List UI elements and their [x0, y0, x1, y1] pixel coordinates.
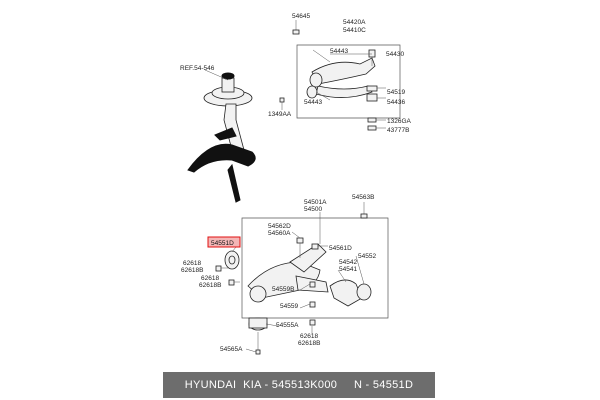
- label-54552: 54552: [358, 253, 377, 260]
- upper-control-arm: [307, 58, 375, 98]
- label-54443-top: 54443: [330, 48, 349, 55]
- label-54645: 54645: [292, 13, 311, 20]
- bolt-1349AA: [280, 98, 284, 110]
- label-62618-a: 62618: [183, 260, 202, 267]
- label-62618-b: 62618: [201, 275, 220, 282]
- label-54541: 54541: [339, 266, 358, 273]
- label-54563B: 54563B: [352, 194, 375, 201]
- label-54501A: 54501A: [304, 199, 327, 206]
- label-62618B-a: 62618B: [181, 267, 204, 274]
- label-1326GA: 1326GA: [387, 118, 411, 125]
- label-54430: 54430: [386, 51, 405, 58]
- label-54565A: 54565A: [220, 346, 243, 353]
- label-54519: 54519: [387, 89, 406, 96]
- strut-assembly: [188, 73, 255, 202]
- label-62618B-b: 62618B: [199, 282, 222, 289]
- label-54561D: 54561D: [329, 245, 352, 252]
- label-62618B-c: 62618B: [298, 340, 321, 347]
- bolt-54565A: [256, 332, 260, 354]
- label-ref-54-546: REF.54-546: [180, 65, 215, 72]
- label-54436: 54436: [387, 99, 406, 106]
- label-54555A: 54555A: [276, 322, 299, 329]
- label-54542: 54542: [339, 259, 358, 266]
- bolt-54645: [293, 20, 299, 34]
- label-54551D: 54551D: [211, 240, 234, 247]
- bolt-54563B: [361, 202, 367, 218]
- label-54562D: 54562D: [268, 223, 291, 230]
- bushing-54551D: [225, 251, 239, 269]
- label-54500: 54500: [304, 206, 323, 213]
- part-number-banner: [163, 372, 435, 398]
- label-54560A: 54560A: [268, 230, 291, 237]
- label-62618-c: 62618: [300, 333, 319, 340]
- label-43777B: 43777B: [387, 127, 410, 134]
- label-54443-bottom: 54443: [304, 99, 323, 106]
- label-54559B: 54559B: [272, 286, 295, 293]
- knuckle-bracket: [330, 280, 371, 306]
- nut-54559: [310, 282, 315, 307]
- nut-54561D: [312, 244, 318, 249]
- bushing-54555A: [249, 286, 267, 330]
- part-number-text: HYUNDAI KIA - 545513K000 N - 54551D: [184, 379, 414, 391]
- label-54410C: 54410C: [343, 27, 366, 34]
- label-1349AA: 1349AA: [268, 111, 292, 118]
- label-54559: 54559: [280, 303, 299, 310]
- label-54420A: 54420A: [343, 19, 366, 26]
